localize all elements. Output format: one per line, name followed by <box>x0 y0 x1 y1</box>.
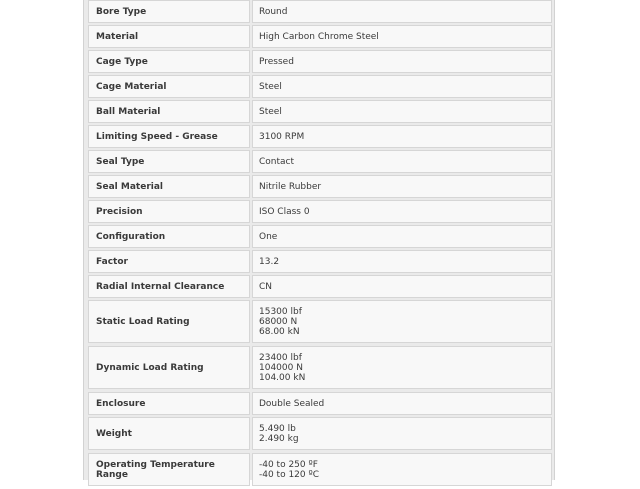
spec-label: Weight <box>88 417 250 450</box>
spec-value-line: Steel <box>259 106 282 117</box>
spec-row <box>88 50 552 73</box>
spec-value <box>252 175 552 198</box>
spec-value-line: Double Sealed <box>259 398 325 409</box>
spec-value-line: -40 to 250 ºF <box>259 459 318 470</box>
spec-value <box>252 25 552 48</box>
spec-label: Cage Type <box>88 50 250 73</box>
spec-row <box>88 150 552 173</box>
spec-value <box>252 225 552 248</box>
spec-row <box>88 453 552 486</box>
spec-value-line: 104000 N <box>259 362 303 373</box>
spec-row <box>88 25 552 48</box>
spec-label: Material <box>88 25 250 48</box>
spec-value-line: 23400 lbf <box>259 352 302 363</box>
spec-label: Ball Material <box>88 100 250 123</box>
spec-row <box>88 100 552 123</box>
spec-label: Operating Temperature Range <box>88 453 250 486</box>
spec-value-line: -40 to 120 ºC <box>259 469 320 480</box>
spec-value-line: Steel <box>259 81 282 92</box>
spec-value-line: 104.00 kN <box>259 372 306 383</box>
spec-value-line: One <box>259 231 278 242</box>
spec-row <box>88 200 552 223</box>
spec-label: Limiting Speed - Grease <box>88 125 250 148</box>
spec-value-line: 2.490 kg <box>259 433 299 444</box>
spec-row <box>88 225 552 248</box>
spec-value <box>252 100 552 123</box>
spec-label: Seal Material <box>88 175 250 198</box>
spec-value-line: 13.2 <box>259 256 280 267</box>
spec-label: Radial Internal Clearance <box>88 275 250 298</box>
spec-row <box>88 300 552 343</box>
spec-row <box>88 250 552 273</box>
spec-label: Configuration <box>88 225 250 248</box>
spec-value-line: 68000 N <box>259 316 298 327</box>
spec-value <box>252 75 552 98</box>
spec-value-line: CN <box>259 281 273 292</box>
spec-label: Precision <box>88 200 250 223</box>
spec-value <box>252 417 552 450</box>
spec-row <box>88 275 552 298</box>
spec-value <box>252 453 552 486</box>
spec-label: Seal Type <box>88 150 250 173</box>
spec-row <box>88 75 552 98</box>
spec-row <box>88 346 552 389</box>
spec-row <box>88 392 552 415</box>
spec-value <box>252 346 552 389</box>
spec-row <box>88 175 552 198</box>
spec-value-line: High Carbon Chrome Steel <box>259 31 379 42</box>
spec-value <box>252 300 552 343</box>
spec-value-line: 68.00 kN <box>259 326 300 337</box>
spec-value-line: Nitrile Rubber <box>259 181 322 192</box>
specifications-table <box>88 0 552 489</box>
spec-value <box>252 392 552 415</box>
spec-label: Static Load Rating <box>88 300 250 343</box>
spec-value <box>252 275 552 298</box>
spec-label: Dynamic Load Rating <box>88 346 250 389</box>
spec-value-line: 3100 RPM <box>259 131 305 142</box>
spec-value <box>252 200 552 223</box>
spec-value <box>252 150 552 173</box>
spec-row <box>88 417 552 450</box>
spec-value <box>252 250 552 273</box>
spec-label: Cage Material <box>88 75 250 98</box>
spec-value-line: Contact <box>259 156 295 167</box>
spec-value-line: 15300 lbf <box>259 306 302 317</box>
spec-row <box>88 125 552 148</box>
spec-value-line: Pressed <box>259 56 294 67</box>
spec-row <box>88 0 552 23</box>
spec-value-line: ISO Class 0 <box>259 206 310 217</box>
spec-value <box>252 50 552 73</box>
spec-value-line: Round <box>259 6 288 17</box>
spec-value <box>252 125 552 148</box>
spec-label: Bore Type <box>88 0 250 23</box>
spec-value-line: 5.490 lb <box>259 423 296 434</box>
spec-label: Enclosure <box>88 392 250 415</box>
spec-value <box>252 0 552 23</box>
spec-label: Factor <box>88 250 250 273</box>
